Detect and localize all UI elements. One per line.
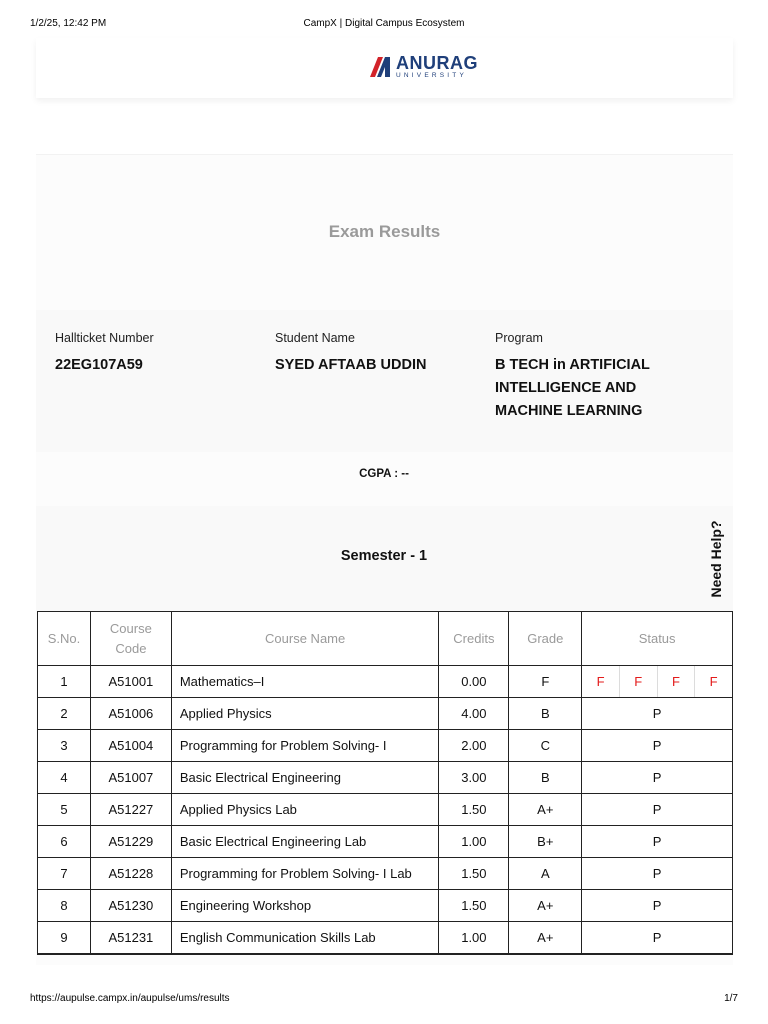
table-row [38,762,733,794]
hallticket-label: Hallticket Number [55,331,154,345]
top-bar [36,38,733,98]
table-row [38,858,733,890]
cell-sno: 7 [38,858,91,890]
cell-status: P [582,922,733,955]
cell-sno: 5 [38,794,91,826]
cgpa-value: CGPA : -- [359,468,409,480]
cell-code: A51227 [90,794,171,826]
print-title: CampX | Digital Campus Ecosystem [303,18,465,29]
cell-status [582,666,733,698]
student-name-label: Student Name [275,331,355,345]
attempt-status: F [619,666,657,697]
table-row [38,794,733,826]
cell-credits: 2.00 [439,730,509,762]
program-line-3: MACHINE LEARNING [495,403,643,419]
university-logo[interactable] [368,54,478,80]
cell-code: A51228 [90,858,171,890]
cell-credits: 1.00 [439,826,509,858]
header-credits: Credits [439,612,509,666]
attempt-status: F [596,674,605,689]
header-code-line-2: Code [115,640,147,656]
cell-name: Basic Electrical Engineering Lab [171,826,439,858]
cell-code: A51007 [90,762,171,794]
cell-credits: 1.00 [439,922,509,955]
cell-grade: B+ [509,826,582,858]
cell-grade: A [509,858,582,890]
header-code-line-1: Course [109,620,152,636]
attempt-status: F [694,666,732,697]
cell-name: Engineering Workshop [171,890,439,922]
cell-credits: 1.50 [439,858,509,890]
cell-code: A51231 [90,922,171,955]
table-row [38,666,733,698]
cell-grade: A+ [509,922,582,955]
cell-name: Programming for Problem Solving- I Lab [171,858,439,890]
cell-grade: B [509,698,582,730]
cell-status: P [582,730,733,762]
print-url[interactable]: https://aupulse.campx.in/aupulse/ums/results [30,993,230,1004]
cell-code: A51006 [90,698,171,730]
cell-credits: 1.50 [439,890,509,922]
cell-sno: 8 [38,890,91,922]
cell-status: P [582,794,733,826]
cell-code: A51230 [90,890,171,922]
semester-title: Semester - 1 [340,548,428,564]
cell-name: Applied Physics Lab [171,794,439,826]
cell-status: P [582,890,733,922]
cell-code: A51001 [90,666,171,698]
program-label: Program [495,331,543,345]
cell-sno: 2 [38,698,91,730]
results-table [37,611,733,955]
header-status: Status [582,612,733,666]
need-help-label: Need Help? [708,520,724,598]
cell-name: Programming for Problem Solving- I [171,730,439,762]
cell-status: P [582,762,733,794]
table-row [38,730,733,762]
cell-credits: 0.00 [439,666,509,698]
hallticket-value: 22EG107A59 [55,357,143,373]
header-sno: S.No. [38,612,91,666]
program-value [495,354,650,423]
logo-name: ANURAG [396,53,478,73]
cell-sno: 4 [38,762,91,794]
print-datetime: 1/2/25, 12:42 PM [30,18,107,29]
attempt-status-list [582,666,732,697]
header-course-name: Course Name [171,612,439,666]
cell-grade: B [509,762,582,794]
cell-code: A51004 [90,730,171,762]
cell-status: P [582,858,733,890]
cell-sno: 3 [38,730,91,762]
header-course-code [90,612,171,666]
cell-grade: C [509,730,582,762]
logo-mark-icon [368,55,392,79]
table-row [38,890,733,922]
table-header-row [38,612,733,666]
cell-name: English Communication Skills Lab [171,922,439,955]
cell-sno: 6 [38,826,91,858]
need-help-button[interactable] [705,515,727,603]
page-title: Exam Results [328,222,441,241]
cell-credits: 3.00 [439,762,509,794]
attempt-status: F [657,666,695,697]
cell-grade: A+ [509,794,582,826]
cell-name: Applied Physics [171,698,439,730]
table-row [38,922,733,955]
cell-code: A51229 [90,826,171,858]
cell-status: P [582,698,733,730]
table-row [38,826,733,858]
header-grade: Grade [509,612,582,666]
cell-status: P [582,826,733,858]
cell-credits: 4.00 [439,698,509,730]
cell-grade: F [509,666,582,698]
cell-sno: 1 [38,666,91,698]
student-name-value: SYED AFTAAB UDDIN [275,357,427,373]
program-line-2: INTELLIGENCE AND [495,380,637,396]
cell-name: Mathematics–I [171,666,439,698]
print-page-number: 1/7 [724,993,738,1004]
cell-grade: A+ [509,890,582,922]
logo-subtitle: UNIVERSITY [396,72,468,79]
table-row [38,698,733,730]
cell-name: Basic Electrical Engineering [171,762,439,794]
cell-sno: 9 [38,922,91,955]
cell-credits: 1.50 [439,794,509,826]
program-line-1: B TECH in ARTIFICIAL [495,357,650,373]
